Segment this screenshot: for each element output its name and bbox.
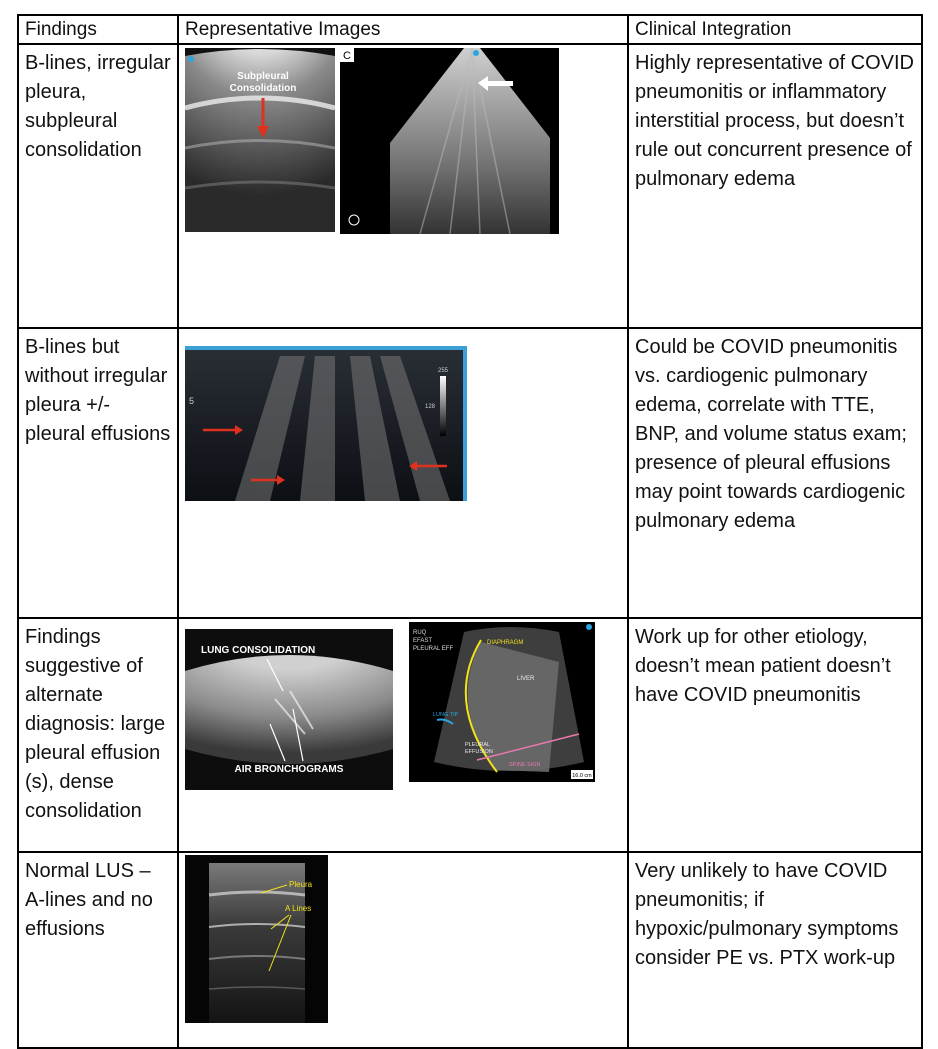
clinical-cell: Very unlikely to have COVID pneumonitis; if hypoxic/pulmonary symptoms consider PE vs. PTX work-up [628, 852, 922, 1048]
header-representative-images: Representative Images [178, 15, 628, 44]
clinical-cell: Work up for other etiology, doesn’t mean patient doesn’t have COVID pneumonitis [628, 618, 922, 852]
ultrasound-image-a-lines [185, 855, 328, 1023]
panel-letter: C [343, 50, 351, 62]
image-label: Consolidation [229, 83, 297, 94]
image-label: LUNG CONSOLIDATION [201, 645, 316, 656]
clinical-cell: Could be COVID pneumonitis vs. cardiogenic pulmonary edema, correlate with TTE, BNP, and volume status exam; presence of pleural effusions may point towards cardiogenic pulmonary edema [628, 328, 922, 618]
images-cell [178, 44, 628, 328]
image-label: EFFUSION [465, 749, 493, 755]
table-row [18, 852, 922, 1048]
image-label: A Lines [285, 904, 312, 913]
image-label: PLEURAL EFF [413, 646, 454, 652]
header-row [18, 15, 922, 44]
images-cell [178, 618, 628, 852]
depth-label: 5 [189, 396, 195, 406]
ultrasound-image-b-lines [185, 346, 467, 501]
image-label: DIAPHRAGM [487, 640, 524, 646]
header-findings: Findings [18, 15, 178, 44]
scale-label: 255 [437, 368, 449, 374]
probe-marker-icon [473, 50, 479, 56]
image-label: SPINE SIGN [509, 762, 541, 768]
table-row [18, 44, 922, 328]
image-label: AIR BRONCHOGRAMS [234, 764, 344, 775]
image-label: PLEURAL [465, 742, 491, 748]
image-label: Subpleural [237, 71, 289, 82]
ultrasound-image-pleural-effusion [409, 622, 595, 782]
image-label: LUNG TIP [433, 712, 459, 718]
findings-table [17, 14, 923, 1049]
header-clinical-integration: Clinical Integration [628, 15, 922, 44]
images-cell [178, 852, 628, 1048]
ultrasound-image-subpleural-consolidation [185, 48, 335, 232]
images-cell [178, 328, 628, 618]
ultrasound-image-b-lines-sector [340, 48, 559, 234]
scale-label: 128 [424, 404, 435, 410]
table-row [18, 328, 922, 618]
gray-scale-bar [440, 376, 446, 436]
clinical-cell: Highly representative of COVID pneumonitis or inflammatory interstitial process, but doesn’t rule out concurrent presence of pulmonary edema [628, 44, 922, 328]
finding-cell: Findings suggestive of alternate diagnosis: large pleural effusion (s), dense consolidation [18, 618, 178, 852]
ultrasound-image-lung-consolidation [185, 629, 393, 790]
finding-cell: B-lines, irregular pleura, subpleural consolidation [18, 44, 178, 328]
image-label: Pleura [289, 880, 313, 889]
probe-marker-icon [188, 56, 194, 62]
probe-marker-icon [586, 624, 592, 630]
depth-label: 16.0 cm [572, 773, 592, 779]
image-label: RUQ [413, 630, 427, 636]
finding-cell: B-lines but without irregular pleura +/- pleural effusions [18, 328, 178, 618]
image-label: EFAST [413, 638, 433, 644]
image-label: LIVER [517, 676, 535, 682]
table-row [18, 618, 922, 852]
white-arrow-icon [487, 81, 513, 86]
finding-cell: Normal LUS – A-lines and no effusions [18, 852, 178, 1048]
